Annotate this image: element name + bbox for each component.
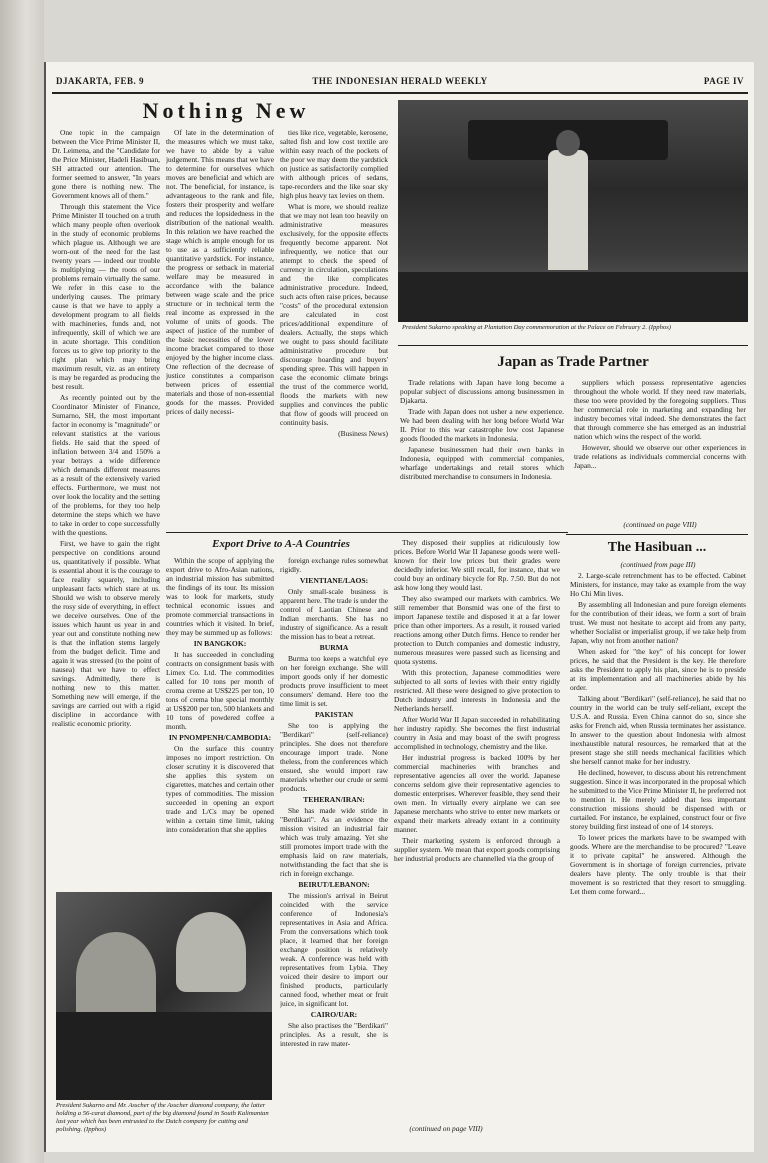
article-paragraph: However, should we observe our other experiences in trade relations as individuals commercial concerns with Japan... [574,443,746,470]
article-paragraph: They also swamped our markets with cambrics. We still remember that Bonsmid was one of the first to import Japanese textile and disposed it at a far lower price than other importers. As a result, it roused varied reactions among other Dutch firms. Hence to render her protection to Dutch companies and domestic industry, numerous measures were passed such as licensing and quota systems. [394,594,560,666]
article-paragraph: Of late in the determination of the measures which we must take, we have to abide by a value judgement. This means that we have to determine for ourselves which moves are beneficial and which are not. The beneficial, for instance, is advantageous to the rank and file, fosters their prosperity and welfare and reduces the lopsidedness in the distribution of the national wealth. In this relation we have reached the stage which is ample enough for us to use as a sufficiently reliable quantitative yardstick. For instance, the progress or setback in material welfare may be measured in accordance with the balance between wage scale and the price structure or in technical term the real income as expressed in the volume of units of goods. The aspect of justice of the number of the basic necessities of the lower income bracket compared to those enjoyed by the higher income class. One reflection of the decrease of justice constitutes a comparison between prices of essential materials and those of non-essential goods for the masses. Provided prices of daily necessi- [166,128,274,416]
article-paragraph: He declined, however, to discuss about his retrenchment suggestion. Since it was incorporated in the proposal which he submitted to the Vice Prime Minister II, he preferred not to mention it. He merely added that less important construction missions should be dispensed with or curtailed. For instance, he explained, construct four or five storey building first instead of one of 14 storeys. [570,768,746,831]
section-rule [166,532,568,533]
photo-plantation-day [398,100,748,322]
article-paragraph: ties like rice, vegetable, kerosene, salted fish and low cost textile are within easy reach of the pockets of the poor we may deem the yardstick on justice as satisfactorily complied with although prices of sedans, tape-recorders and the like soar sky high plus heavy tax levies on them. [280,128,388,200]
article-subhead: VIENTIANE/LAOS: [299,576,369,585]
header-dateline: DJAKARTA, FEB. 9 [56,76,145,86]
article-paragraph: When asked for "the key" of his concept for lower prices, he said that the President is the key. He therefore asks the President to apply his plan, since he is to preside at its implementation and all machineries abide by his order. [570,647,746,692]
article-paragraph: Japanese businessmen had their own banks in Indonesia, equipped with commercial companies, wharfage undertakings and retail stores which distributed merchandise to consumers in Indonesia. [400,445,564,481]
export-col2 [280,556,388,1134]
article-subhead: IN PNOMPENH/CAMBODIA: [168,733,272,742]
article-paragraph: Trade with Japan does not usher a new experience. We had been dealing with her long before World War II. Prior to this war catastrophe low cost Japanese goods flooded the markets in Indonesia. [400,407,564,443]
nothing-new-col2 [166,128,274,520]
article-subhead: BEIRUT/LEBANON: [298,880,370,889]
article-paragraph: On the surface this country imposes no import restriction. On closer scrutiny it is discovered that she applies this system on cigarettes, matches and certain other types of commodities. The mission succeeded in opening an export trade and L/Cs may be opened within a certain time limit, taking into consideration that she applies [166,744,274,834]
japan-col2 [574,378,746,518]
hasibuan-column [570,560,746,1146]
header-masthead: THE INDONESIAN HERALD WEEKLY [312,76,488,86]
article-paragraph: One topic in the campaign between the Vice Prime Minister II, Dr. Leimena, and the "Candidate for the Price Minister, Hadeli Hasibuan, SH attracted our attention. The former seemed to answer, "In years gone there is nothing new. The Government knows all of them." [52,128,160,200]
nothing-new-col3 [280,128,388,520]
article-paragraph: After World War II Japan succeeded in rehabilitating her industry rapidly. She becomes the first industrial country in Asia and may boast of the swift progress accomplished in technology, chemistry and the like. [394,715,560,751]
article-paragraph: Within the scope of applying the export drive to Afro-Asian nations, an industrial mission has submitted the findings of its tour. Its mission was to look for markets, study technical economic issues and promote commercial transactions in countries which it visited. In brief, they may be summed up as follows: [166,556,274,637]
japan-continued: (continued on page VIII) [623,520,697,529]
article-paragraph: What is more, we should realize that we may not lean too heavily on administrative measures exclusively, for the opposite effects frequently become apparent. Not infrequently, we notice that our attempt to check the speed of currency in circulation, speculations and the like complicates administrative procedure. Indeed, such acts often raise prices, because "costs" of the procedural extension are calculated in cost prices/additional expenditure of dealers. Actually, the steps which we ought to pass should facilitate administrative procedure but discourage hoarding and buyers' spending spree. This will happen in case the economic climate brings the trust of the commerce world, floods the markets with new supplies and convinces the public that flow of goods will proceed on continuity basis. [280,202,388,427]
article-paragraph: Their marketing system is enforced through a supplier system. We mean that export goods comprising her industrial products are channelled via the group of [394,836,560,863]
article-paragraph: It has succeeded in concluding contracts on consignment basis with Limex Co. Ltd. The commodities called for 10 tons per month of croma creme at US$225 per ton, 10 tons of crema blue special monthly at US$200 per ton, 500 blankets and 10 tons of powdered coffee a month. [166,650,274,731]
article-subhead: TEHERAN/IRAN: [303,795,365,804]
article-subhead: IN BANGKOK: [193,639,247,648]
article-paragraph: foreign exchange rules somewhat rigidly. [280,556,388,574]
article-paragraph: By assembling all Indonesian and pure foreign elements for the contribution of their ideas, we form a sort of brain trust. We must not hesitate to accept aid from any party, whether Socialist or imperialist group, if we take help from Japan, why not from another nation? [570,600,746,645]
hasibuan-headline: The Hasibuan ... [607,540,707,555]
article-paragraph: Through this statement the Vice Prime Minister II touched on a truth which many people often overlook in the study of economic problems which plague us. Although we are worn-out of the need for the last twenty years — indeed our trouble is multiplying — the roots of our problems remain virtually the same. We refer in this case to the underlying causes. The primary cause is that we have to apply a development program to all fields with machineries, funds and, not infrequently, skill of which we are in acute shortage. This condition forces us to give top priority to the right plan which may bring maximum result, viz. as an entirety is may be regarded as producing the best result. [52,202,160,391]
article-subhead: BURMA [319,643,349,652]
photo-diamond [56,892,272,1100]
article-paragraph: Only small-scale business is apparent here. The trade is under the control of Laotian Chinese and Indian merchants. She has no industry of significance. As a result the mission has to beat a retreat. [280,587,388,641]
article-paragraph: The mission's arrival in Beirut coincided with the service conference of Indonesia's representatives in Asia and Africa. From the conversations which took place, it learned that her foreign exchange position is relatively weak. A conference was held with representatives from Lybia. They voiced their desire to import our finished products, particularly canned food, whether meat or fruit juice, in significant lot. [280,891,388,1008]
article-paragraph: They disposed their supplies at ridiculously low prices. Before World War II Japanese goods were well-known for their low prices but their grades were decidedly inferior. We still recall, for instance, that we could buy an ordinary bicycle for Rp. 7.50. But do not ask how long they would last. [394,538,560,592]
export-col3-japan-continued [394,538,560,1118]
article-paragraph: To lower prices the markets have to be swamped with goods. Where are the merchandise to be procured? "Leave it to private capital" he answered. Although the Government is in shortage of foreign currencies, private dealers have plenty. The only trouble is that their movement is so restricted that they resort to smuggling. Let them come forward... [570,833,746,896]
japan-headline: Japan as Trade Partner [497,354,649,370]
nothing-new-col1 [52,128,160,888]
article-paragraph: Her industrial progress is backed 100% by her commercial machineries with branches and representative agencies all over the world. Japanese concerns seldom give their representative agencies to domestic enterprises. Wherever feasible, they send their own men. In virtually every airplane we can see Japanese merchants who strive to enter new markets or expand their markets already extant in a continuity manner. [394,753,560,834]
article-paragraph: suppliers which possess representative agencies throughout the whole world. If they need raw materials, these too were provided by the foregoing suppliers. Thus her commercial role in marketing and expanding her industry becomes vital indeed. She demonstrates the fact that through commerce she has emerged as an industrial nation which wins the respect of the world. [574,378,746,441]
article-subhead: PAKISTAN [314,710,354,719]
export-headline: Export Drive to A-A Countries [212,538,350,550]
hasibuan-rule [566,534,748,535]
hasibuan-continued-from: (continued from page III) [620,560,696,569]
page-header [56,76,744,90]
article-paragraph: She also practises the "Berdikari" principles. As a result, she is interested in raw mater- [280,1021,388,1048]
page-binding [0,0,44,1163]
article-paragraph: First, we have to gain the right perspective on conditions around us, quantitatively if possible. What is essential about it is the courage to face reality squarely, including unpleasant facts which stare at us. Should we wish to observe merely the rosy side of everything, in effect we deceive ourselves. One of the issues which haunt us year in and year out and constitute nothing new is that the inflation stems largely from the budget deficit. Time and again it was stressed (to the point of nausea) that we have to effect savings. Admittedly, there is nothing new to this matter. Something new will emerge, if the savings are carried out with a rigid discipline in accordance with realistic economic priority. [52,539,160,728]
article-byline: (Business News) [338,429,388,438]
article-subhead: CAIRO/UAR: [310,1010,358,1019]
article-paragraph: As recently pointed out by the Coordinator Minister of Finance, Sumarno, SH, the most important factor in economy is "magnitude" or relevant statistics at the various fields. He said that the speed of inflation between 3/4 and 150% a year betrays a wide difference which demands different measures as a result of the extensively varied effects. Furthermore, we must not over look the locality and the setting of the problems, for they too help determine the steps which we have to take in order to cope successfully with the questions. [52,393,160,537]
article-paragraph: 2. Large-scale retrenchment has to be effected. Cabinet Ministers, for instance, may take as example from the way Ho Chi Min lives. [570,571,746,598]
nothing-new-headline: Nothing New [142,98,310,123]
article-paragraph: With this protection, Japanese commodities were subjected to all sorts of levies with their entry rigidly restricted. All these were designed to give protection to Dutch industry and interests in Indonesia and the Netherlands herself. [394,668,560,713]
section-rule [398,345,748,346]
article-paragraph: She has made wide stride in "Berdikari". As an evidence the mission visited an industrial fair which was truly amazing. Yet she still promotes import trade with the emphasis laid on raw materials, notwithstanding the fact that she is rich in foreign exchange. [280,806,388,878]
article-paragraph: She too is applying the "Berdikari" (self-reliance) principles. She does not therefore encourage import trade. None theless, from the conferences which ensued, she would import raw materials whether our crude or semi products. [280,721,388,793]
newspaper-page [44,62,754,1152]
japan-col1 [400,378,564,530]
export-continued: (continued on page VIII) [409,1124,483,1133]
export-col1 [166,556,274,886]
article-paragraph: Talking about "Berdikari" (self-reliance), he said that no country in the world can be truly self-reliant, except the U.S.A. and Russia. Even China cannot do so, since she asks for French aid, when Russia terminates her assistance. In answer to the question about Indonesia with almost inexhaustible natural resources, he remarked that at the present stage she still needs mechanical facilities which she herself cannot make for her industry. [570,694,746,766]
header-rule [52,92,748,94]
article-paragraph: Burma too keeps a watchful eye on her foreign exchange. She will import goods only if her domestic products prove insufficient to meet consumers' demand. Here too the time limit is set. [280,654,388,708]
header-page-number: PAGE IV [703,76,744,86]
photo-diamond-caption: President Sukarno and Mr. Asscher of the Asscher diamond company, the latter holding a 56-carat diamond, part of the big diamond found in South Kalimantan last year which has been entrusted to the Dutch company for cutting and polishing. (Ipphos) [56,1102,269,1133]
photo-plantation-day-caption: President Sukarno speaking at Plantation Day commemoration at the Palace on February 2. (Ipphos) [402,324,671,331]
article-paragraph: Trade relations with Japan have long become a popular subject of discussions among businessmen in Djakarta. [400,378,564,405]
